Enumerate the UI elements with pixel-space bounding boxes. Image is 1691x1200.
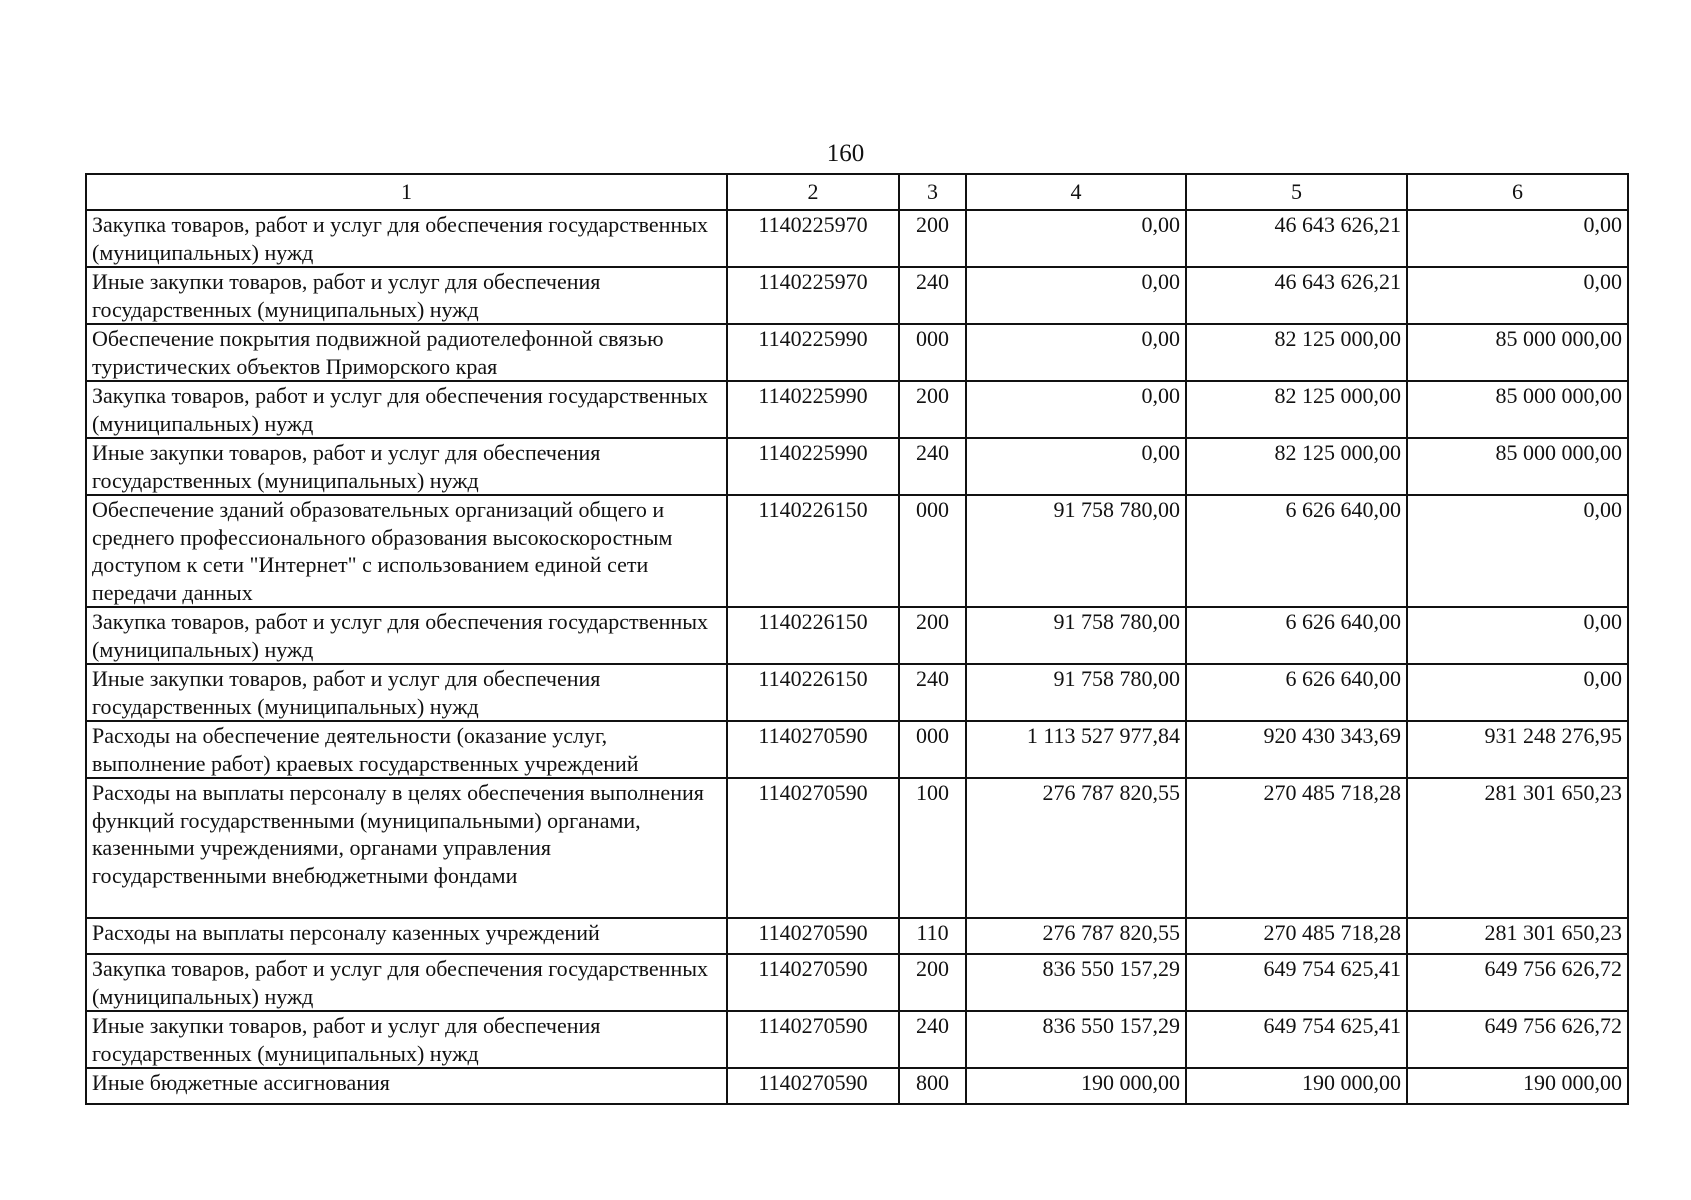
table-row (86, 721, 1628, 778)
row-code: 1140225970 (727, 267, 899, 324)
header-col-4: 4 (966, 174, 1186, 210)
row-value-6: 931 248 276,95 (1407, 721, 1628, 778)
row-value-4: 190 000,00 (966, 1068, 1186, 1104)
row-value-4: 0,00 (966, 438, 1186, 495)
header-col-1: 1 (86, 174, 727, 210)
row-value-5: 82 125 000,00 (1186, 438, 1407, 495)
header-col-2: 2 (727, 174, 899, 210)
table-row (86, 438, 1628, 495)
row-name: Иные закупки товаров, работ и услуг для обеспечения государственных (муниципальных) нужд (86, 267, 727, 324)
row-value-4: 836 550 157,29 (966, 954, 1186, 1011)
header-row (86, 174, 1628, 210)
row-value-4: 91 758 780,00 (966, 607, 1186, 664)
table-row (86, 1068, 1628, 1104)
row-value-5: 82 125 000,00 (1186, 324, 1407, 381)
row-value-5: 6 626 640,00 (1186, 607, 1407, 664)
row-type: 240 (899, 267, 966, 324)
row-type: 200 (899, 607, 966, 664)
table-body (86, 210, 1628, 1104)
row-code: 1140270590 (727, 778, 899, 918)
budget-table (85, 173, 1629, 1105)
row-value-6: 649 756 626,72 (1407, 954, 1628, 1011)
row-value-5: 6 626 640,00 (1186, 495, 1407, 607)
row-value-5: 6 626 640,00 (1186, 664, 1407, 721)
row-code: 1140226150 (727, 664, 899, 721)
table-row (86, 918, 1628, 954)
row-value-4: 276 787 820,55 (966, 918, 1186, 954)
row-value-5: 270 485 718,28 (1186, 778, 1407, 918)
row-value-5: 46 643 626,21 (1186, 267, 1407, 324)
table-row (86, 664, 1628, 721)
row-name: Иные бюджетные ассигнования (86, 1068, 727, 1104)
row-code: 1140225990 (727, 438, 899, 495)
page-number: 160 (826, 140, 865, 167)
row-name: Обеспечение зданий образовательных организаций общего и среднего профессионального образования высокоскоростным доступом к сети "Интернет" с использованием единой сети передачи данных (86, 495, 727, 607)
row-type: 000 (899, 324, 966, 381)
row-name: Закупка товаров, работ и услуг для обеспечения государственных (муниципальных) нужд (86, 607, 727, 664)
row-code: 1140226150 (727, 607, 899, 664)
row-type: 000 (899, 721, 966, 778)
table-row (86, 778, 1628, 918)
row-type: 000 (899, 495, 966, 607)
row-value-5: 649 754 625,41 (1186, 1011, 1407, 1068)
table-row (86, 1011, 1628, 1068)
row-name: Расходы на выплаты персоналу в целях обеспечения выполнения функций государственными (муниципальными) органами, казенными учреждениями, органами управления государственными внебюджетными фондами (86, 778, 727, 918)
row-code: 1140225970 (727, 210, 899, 267)
header-col-5: 5 (1186, 174, 1407, 210)
row-type: 240 (899, 1011, 966, 1068)
row-value-4: 0,00 (966, 324, 1186, 381)
row-code: 1140270590 (727, 1068, 899, 1104)
row-name: Иные закупки товаров, работ и услуг для обеспечения государственных (муниципальных) нужд (86, 438, 727, 495)
row-value-6: 0,00 (1407, 210, 1628, 267)
table-row (86, 381, 1628, 438)
row-type: 200 (899, 210, 966, 267)
row-type: 200 (899, 954, 966, 1011)
header-col-6: 6 (1407, 174, 1628, 210)
table-row (86, 495, 1628, 607)
table-row (86, 607, 1628, 664)
row-code: 1140225990 (727, 381, 899, 438)
row-name: Расходы на обеспечение деятельности (оказание услуг, выполнение работ) краевых государственных учреждений (86, 721, 727, 778)
row-value-4: 836 550 157,29 (966, 1011, 1186, 1068)
row-value-4: 0,00 (966, 210, 1186, 267)
row-value-4: 276 787 820,55 (966, 778, 1186, 918)
row-value-6: 190 000,00 (1407, 1068, 1628, 1104)
row-value-6: 85 000 000,00 (1407, 324, 1628, 381)
header-col-3: 3 (899, 174, 966, 210)
row-value-6: 0,00 (1407, 495, 1628, 607)
row-value-5: 190 000,00 (1186, 1068, 1407, 1104)
row-value-6: 649 756 626,72 (1407, 1011, 1628, 1068)
row-type: 800 (899, 1068, 966, 1104)
table-row (86, 267, 1628, 324)
row-value-5: 46 643 626,21 (1186, 210, 1407, 267)
table-row (86, 954, 1628, 1011)
row-value-5: 82 125 000,00 (1186, 381, 1407, 438)
table-row (86, 210, 1628, 267)
row-code: 1140270590 (727, 954, 899, 1011)
row-type: 200 (899, 381, 966, 438)
row-type: 100 (899, 778, 966, 918)
row-value-4: 0,00 (966, 267, 1186, 324)
row-value-6: 0,00 (1407, 664, 1628, 721)
row-name: Расходы на выплаты персоналу казенных учреждений (86, 918, 727, 954)
row-value-4: 0,00 (966, 381, 1186, 438)
row-value-4: 91 758 780,00 (966, 495, 1186, 607)
row-code: 1140226150 (727, 495, 899, 607)
row-name: Закупка товаров, работ и услуг для обеспечения государственных (муниципальных) нужд (86, 210, 727, 267)
row-name: Иные закупки товаров, работ и услуг для обеспечения государственных (муниципальных) нужд (86, 664, 727, 721)
row-value-6: 85 000 000,00 (1407, 381, 1628, 438)
row-code: 1140225990 (727, 324, 899, 381)
row-value-5: 270 485 718,28 (1186, 918, 1407, 954)
row-value-6: 0,00 (1407, 607, 1628, 664)
row-value-4: 91 758 780,00 (966, 664, 1186, 721)
row-type: 110 (899, 918, 966, 954)
row-type: 240 (899, 664, 966, 721)
row-name: Иные закупки товаров, работ и услуг для обеспечения государственных (муниципальных) нужд (86, 1011, 727, 1068)
row-code: 1140270590 (727, 918, 899, 954)
row-value-6: 281 301 650,23 (1407, 778, 1628, 918)
row-name: Обеспечение покрытия подвижной радиотелефонной связью туристических объектов Приморского края (86, 324, 727, 381)
row-value-4: 1 113 527 977,84 (966, 721, 1186, 778)
row-value-6: 281 301 650,23 (1407, 918, 1628, 954)
row-value-6: 85 000 000,00 (1407, 438, 1628, 495)
row-value-6: 0,00 (1407, 267, 1628, 324)
table-row (86, 324, 1628, 381)
row-value-5: 649 754 625,41 (1186, 954, 1407, 1011)
row-value-5: 920 430 343,69 (1186, 721, 1407, 778)
row-name: Закупка товаров, работ и услуг для обеспечения государственных (муниципальных) нужд (86, 954, 727, 1011)
row-type: 240 (899, 438, 966, 495)
row-code: 1140270590 (727, 721, 899, 778)
table-header (86, 174, 1628, 210)
row-name: Закупка товаров, работ и услуг для обеспечения государственных (муниципальных) нужд (86, 381, 727, 438)
row-code: 1140270590 (727, 1011, 899, 1068)
